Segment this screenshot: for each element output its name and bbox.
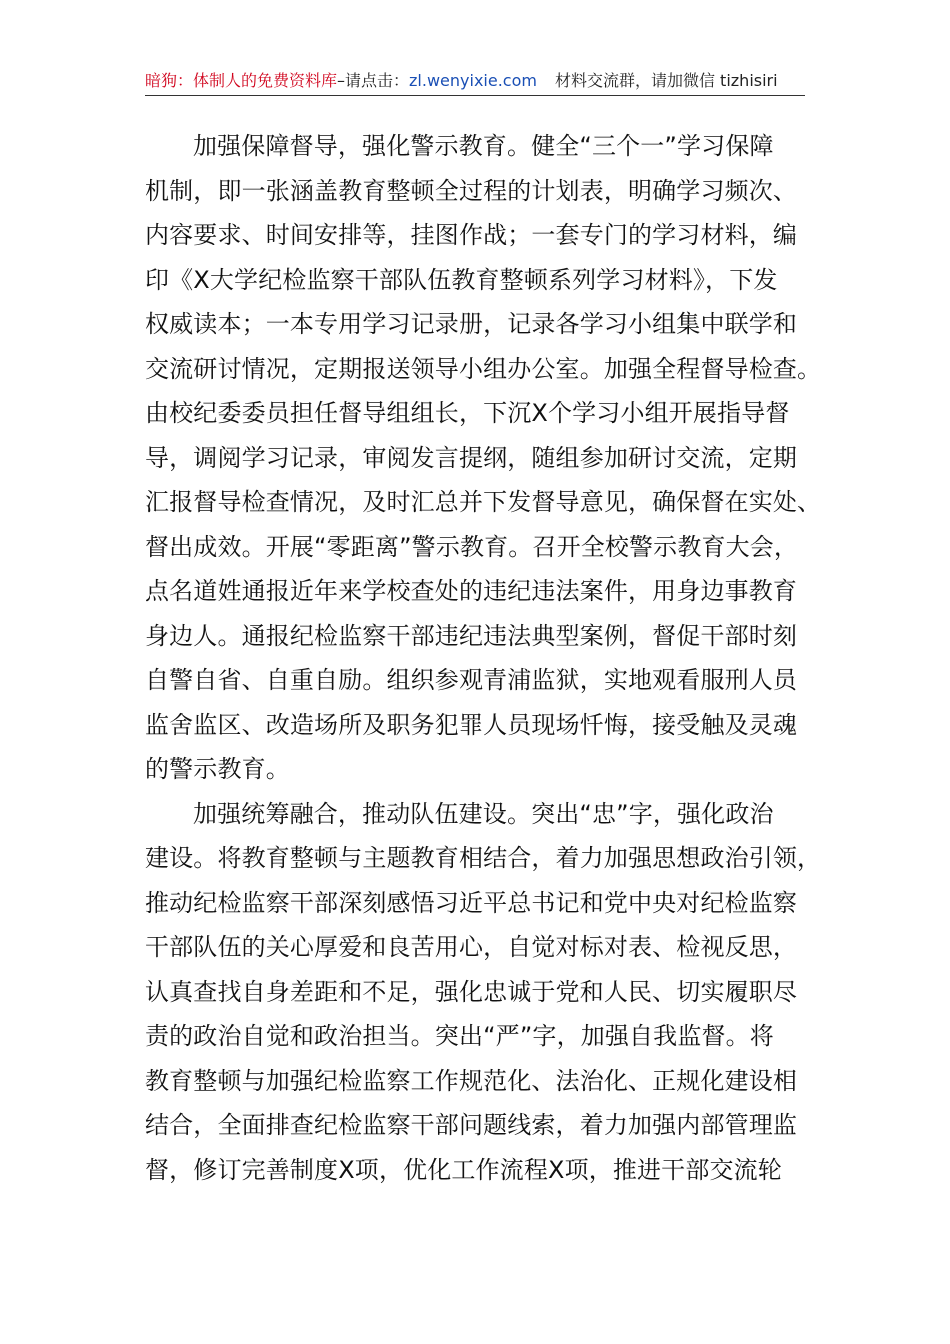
text-line: 交流研讨情况，定期报送领导小组办公室。加强全程督导检查。 bbox=[145, 354, 822, 383]
document-body bbox=[145, 124, 822, 1192]
text-line: 督出成效。开展“零距离”警示教育。召开全校警示教育大会， bbox=[145, 532, 799, 561]
header-note: 材料交流群，请加微信 tizhisiri bbox=[554, 71, 778, 90]
text-line: 监舍监区、改造场所及职务犯罪人员现场忏悔，接受触及灵魂 bbox=[145, 710, 798, 739]
text-line: 干部队伍的关心厚爱和良苦用心，自觉对标对表、检视反思， bbox=[145, 933, 798, 961]
text-line: 推动纪检监察干部深刻感悟习近平总书记和党中央对纪检监察 bbox=[145, 888, 798, 917]
text-line: 自警自省、自重自励。组织参观青浦监狱，实地观看服刑人员 bbox=[145, 666, 798, 694]
text-line: 建设。将教育整顿与主题教育相结合，着力加强思想政治引领， bbox=[145, 844, 822, 872]
text-line: 汇报督导检查情况，及时汇总并下发督导意见，确保督在实处、 bbox=[145, 488, 822, 516]
text-line: 结合，全面排查纪检监察干部问题线索，着力加强内部管理监 bbox=[145, 1111, 798, 1139]
header-divider bbox=[145, 95, 805, 96]
text-line: 督，修订完善制度X项，优化工作流程X项，推进干部交流轮 bbox=[145, 1155, 782, 1184]
text-line: 身边人。通报纪检监察干部违纪违法典型案例，督促干部时刻 bbox=[145, 621, 798, 650]
text-line: 教育整顿与加强纪检监察工作规范化、法治化、正规化建设相 bbox=[145, 1066, 798, 1095]
text-line: 的警示教育。 bbox=[145, 755, 290, 783]
paragraph-2 bbox=[145, 792, 822, 1193]
page-header bbox=[145, 68, 805, 94]
text-line: 导，调阅学习记录，审阅发言提纲，随组参加研讨交流，定期 bbox=[145, 443, 798, 472]
text-line: 机制，即一张涵盖教育整顿全过程的计划表，明确学习频次、 bbox=[145, 176, 798, 205]
header-prompt: –请点击： bbox=[337, 71, 410, 90]
paragraph-1 bbox=[145, 124, 822, 792]
text-line: 权威读本；一本专用学习记录册，记录各学习小组集中联学和 bbox=[145, 310, 798, 338]
text-line: 认真查找自身差距和不足，强化忠诚于党和人民、切实履职尽 bbox=[145, 977, 798, 1006]
header-url-link[interactable]: zl.wenyixie.com bbox=[409, 71, 537, 90]
text-line: 责的政治自觉和政治担当。突出“严”字，加强自我监督。将 bbox=[145, 1022, 774, 1050]
text-line: 加强统筹融合，推动队伍建设。突出“忠”字，强化政治 bbox=[193, 799, 774, 828]
text-line: 点名道姓通报近年来学校查处的违纪违法案件，用身边事教育 bbox=[145, 577, 798, 605]
text-line: 加强保障督导，强化警示教育。健全“三个一”学习保障 bbox=[193, 132, 774, 160]
text-line: 印《X大学纪检监察干部队伍教育整顿系列学习材料》，下发 bbox=[145, 265, 778, 294]
text-line: 内容要求、时间安排等，挂图作战；一套专门的学习材料，编 bbox=[145, 221, 798, 249]
text-line: 由校纪委委员担任督导组组长，下沉X个学习小组开展指导督 bbox=[145, 399, 790, 427]
header-brand: 暗狗：体制人的免费资料库 bbox=[145, 71, 338, 90]
